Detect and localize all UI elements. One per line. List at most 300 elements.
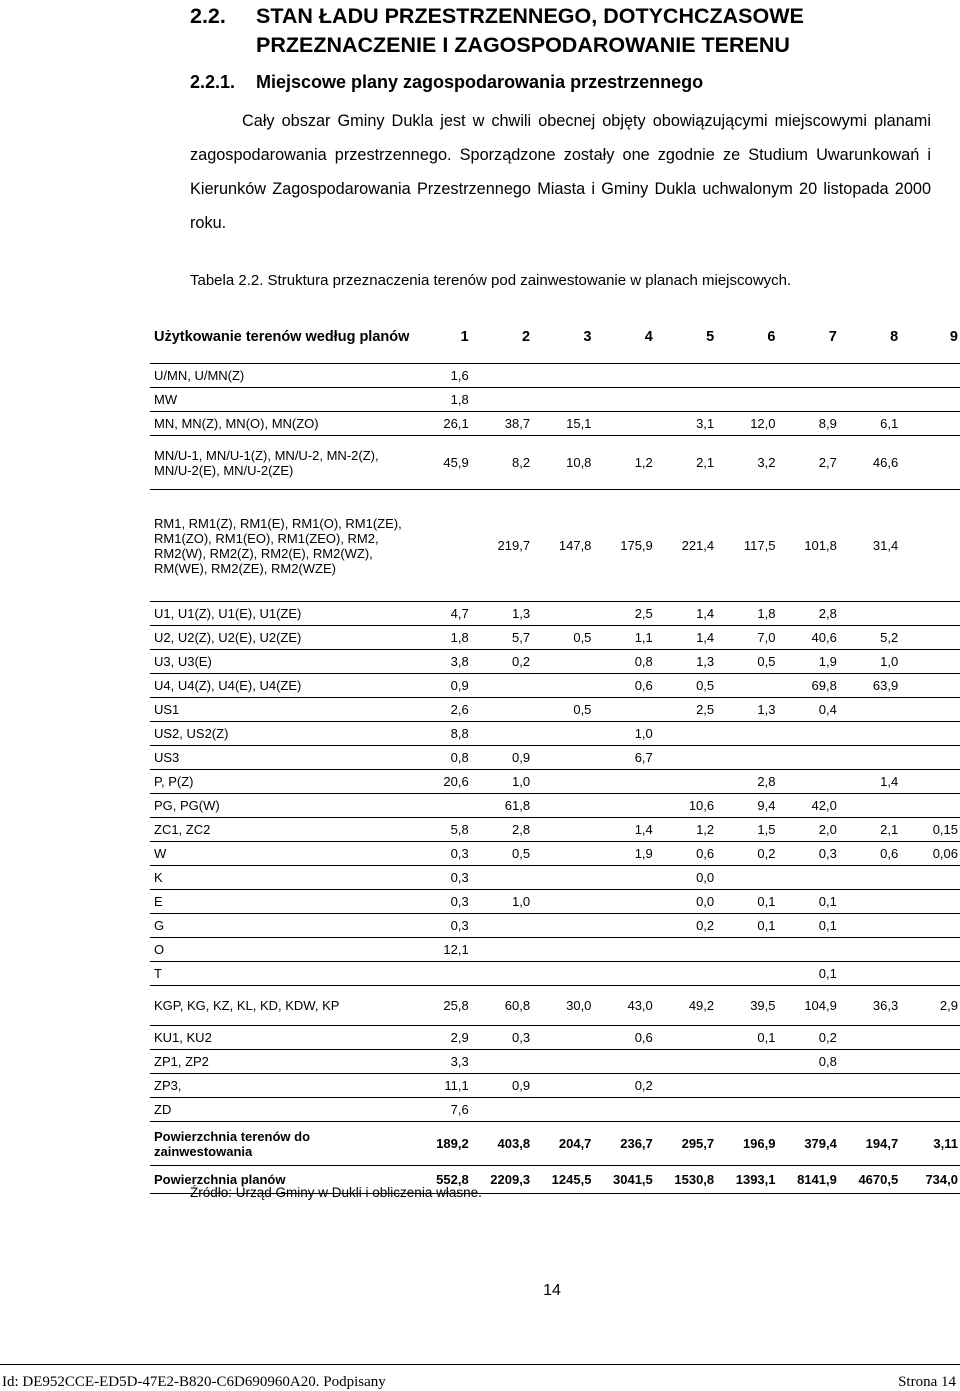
cell-value: 3,3 (409, 1050, 470, 1074)
cell-value: 221,4 (655, 490, 716, 602)
cell-value (532, 746, 593, 770)
cell-value: 3,1 (655, 412, 716, 436)
cell-value: 31,4 (839, 490, 900, 602)
cell-value: 2,6 (409, 698, 470, 722)
cell-value: 8,9 (778, 412, 839, 436)
section-title-line2: PRZEZNACZENIE I ZAGOSPODAROWANIE TERENU (256, 33, 790, 57)
cell-value: 26,1 (409, 412, 470, 436)
header-label: Użytkowanie terenów według planów (150, 311, 409, 364)
table-caption: Tabela 2.2. Struktura przeznaczenia terenów pod zainwestowanie w planach miejscowych. (190, 272, 792, 289)
cell-value (900, 794, 960, 818)
summary-value: 189,2 (409, 1122, 470, 1166)
cell-value: 10,6 (655, 794, 716, 818)
cell-value (593, 890, 654, 914)
cell-value: 0,3 (409, 890, 470, 914)
cell-value (471, 866, 532, 890)
cell-value: 3,2 (716, 436, 777, 490)
table-row (150, 794, 960, 818)
row-label: E (150, 890, 409, 914)
cell-value: 0,15 (900, 818, 960, 842)
cell-value: 1,9 (593, 842, 654, 866)
cell-value: 0,1 (716, 1026, 777, 1050)
cell-value (655, 388, 716, 412)
cell-value (900, 698, 960, 722)
row-label: KGP, KG, KZ, KL, KD, KDW, KP (150, 986, 409, 1026)
cell-value: 1,3 (716, 698, 777, 722)
cell-value (900, 650, 960, 674)
cell-value: 5,8 (409, 818, 470, 842)
cell-value (532, 818, 593, 842)
cell-value (593, 698, 654, 722)
cell-value: 117,5 (716, 490, 777, 602)
cell-value: 0,5 (471, 842, 532, 866)
cell-value: 0,6 (839, 842, 900, 866)
cell-value: 8,8 (409, 722, 470, 746)
cell-value (655, 770, 716, 794)
cell-value (900, 490, 960, 602)
cell-value: 5,2 (839, 626, 900, 650)
row-label: ZP1, ZP2 (150, 1050, 409, 1074)
cell-value (900, 746, 960, 770)
row-label: T (150, 962, 409, 986)
cell-value: 45,9 (409, 436, 470, 490)
cell-value: 1,0 (471, 890, 532, 914)
cell-value (839, 938, 900, 962)
cell-value (839, 1026, 900, 1050)
table-row (150, 650, 960, 674)
cell-value: 0,1 (716, 914, 777, 938)
summary-row (150, 1122, 960, 1166)
cell-value (593, 770, 654, 794)
row-label: KU1, KU2 (150, 1026, 409, 1050)
column-header: 4 (593, 311, 654, 364)
cell-value (471, 698, 532, 722)
cell-value (900, 866, 960, 890)
cell-value (716, 388, 777, 412)
cell-value: 0,1 (778, 962, 839, 986)
column-header: 5 (655, 311, 716, 364)
cell-value (471, 722, 532, 746)
table-row (150, 938, 960, 962)
row-label: MW (150, 388, 409, 412)
body-paragraph: Cały obszar Gminy Dukla jest w chwili obecnej objęty obowiązującymi miejscowymi planami zagospodarowania przestrzennego. Sporządzone zostały one zgodnie ze Studium Uwarunkowań i Kierunków Zagospodarowania Przestrzennego Miasta i Gminy Dukla uchwalonym 20 listopada 2000 roku. (190, 112, 931, 232)
cell-value: 0,3 (778, 842, 839, 866)
cell-value (900, 962, 960, 986)
cell-value: 1,6 (409, 364, 470, 388)
row-label: MN/U-1, MN/U-1(Z), MN/U-2, MN-2(Z), MN/U-2(E), MN/U-2(ZE) (150, 436, 409, 490)
column-header: 3 (532, 311, 593, 364)
cell-value (532, 770, 593, 794)
cell-value (716, 866, 777, 890)
cell-value: 11,1 (409, 1074, 470, 1098)
row-label: O (150, 938, 409, 962)
cell-value: 0,0 (655, 890, 716, 914)
cell-value: 1,8 (409, 388, 470, 412)
table-row (150, 914, 960, 938)
cell-value: 1,9 (778, 650, 839, 674)
summary-value: 403,8 (471, 1122, 532, 1166)
cell-value: 0,3 (409, 914, 470, 938)
cell-value (532, 962, 593, 986)
cell-value (655, 1026, 716, 1050)
table-row (150, 866, 960, 890)
cell-value (655, 1098, 716, 1122)
summary-value: 1393,1 (716, 1166, 777, 1194)
table-row (150, 364, 960, 388)
cell-value: 2,1 (839, 818, 900, 842)
cell-value: 12,0 (716, 412, 777, 436)
cell-value (532, 1098, 593, 1122)
cell-value: 0,8 (778, 1050, 839, 1074)
cell-value (716, 746, 777, 770)
cell-value: 49,2 (655, 986, 716, 1026)
cell-value (839, 746, 900, 770)
row-label: U2, U2(Z), U2(E), U2(ZE) (150, 626, 409, 650)
summary-value: 3,11 (900, 1122, 960, 1166)
cell-value (532, 364, 593, 388)
cell-value (900, 626, 960, 650)
cell-value: 0,4 (778, 698, 839, 722)
cell-value: 5,7 (471, 626, 532, 650)
row-label: P, P(Z) (150, 770, 409, 794)
footer-document-id: Id: DE952CCE-ED5D-47E2-B820-C6D690960A20. Podpisany (2, 1374, 386, 1390)
column-header: 2 (471, 311, 532, 364)
cell-value: 0,2 (716, 842, 777, 866)
table-row (150, 388, 960, 412)
cell-value (471, 674, 532, 698)
cell-value: 0,3 (409, 842, 470, 866)
row-label: PG, PG(W) (150, 794, 409, 818)
cell-value (655, 722, 716, 746)
cell-value (778, 770, 839, 794)
summary-value: 734,0 (900, 1166, 960, 1194)
cell-value (532, 1050, 593, 1074)
cell-value: 101,8 (778, 490, 839, 602)
table-row (150, 818, 960, 842)
summary-value: 194,7 (839, 1122, 900, 1166)
cell-value: 0,2 (471, 650, 532, 674)
column-header: 8 (839, 311, 900, 364)
cell-value: 63,9 (839, 674, 900, 698)
cell-value: 2,1 (655, 436, 716, 490)
cell-value (532, 914, 593, 938)
cell-value: 1,8 (716, 602, 777, 626)
row-label: MN, MN(Z), MN(O), MN(ZO) (150, 412, 409, 436)
cell-value: 2,9 (409, 1026, 470, 1050)
row-label: U1, U1(Z), U1(E), U1(ZE) (150, 602, 409, 626)
table-row (150, 1098, 960, 1122)
cell-value (900, 890, 960, 914)
cell-value (778, 746, 839, 770)
cell-value: 60,8 (471, 986, 532, 1026)
table-row (150, 770, 960, 794)
cell-value (900, 914, 960, 938)
cell-value (532, 722, 593, 746)
cell-value: 2,8 (471, 818, 532, 842)
cell-value (532, 1074, 593, 1098)
section-heading (190, 2, 930, 60)
cell-value: 0,6 (593, 1026, 654, 1050)
row-label: US3 (150, 746, 409, 770)
row-label: U3, U3(E) (150, 650, 409, 674)
summary-label: Powierzchnia planów (150, 1166, 409, 1194)
section-title-line1: STAN ŁADU PRZESTRZENNEGO, DOTYCHCZASOWE (256, 4, 804, 28)
cell-value: 6,1 (839, 412, 900, 436)
cell-value (900, 436, 960, 490)
cell-value: 0,2 (593, 1074, 654, 1098)
row-label: US2, US2(Z) (150, 722, 409, 746)
cell-value (900, 938, 960, 962)
cell-value: 0,9 (471, 746, 532, 770)
cell-value: 0,3 (409, 866, 470, 890)
cell-value: 1,0 (471, 770, 532, 794)
row-label: US1 (150, 698, 409, 722)
section-number: 2.2. (190, 4, 226, 28)
table-row (150, 962, 960, 986)
cell-value: 0,5 (532, 698, 593, 722)
table-row (150, 602, 960, 626)
cell-value (655, 962, 716, 986)
cell-value: 1,4 (655, 602, 716, 626)
row-label: ZD (150, 1098, 409, 1122)
table-row (150, 412, 960, 436)
footer-page-label: Strona 14 (898, 1374, 956, 1390)
cell-value (532, 842, 593, 866)
row-label: G (150, 914, 409, 938)
cell-value (655, 938, 716, 962)
cell-value (532, 794, 593, 818)
cell-value (593, 1098, 654, 1122)
subsection-heading (190, 70, 703, 94)
cell-value: 2,8 (716, 770, 777, 794)
cell-value (900, 722, 960, 746)
cell-value: 4,7 (409, 602, 470, 626)
cell-value (839, 364, 900, 388)
cell-value (409, 490, 470, 602)
cell-value: 12,1 (409, 938, 470, 962)
table-row (150, 842, 960, 866)
cell-value (778, 722, 839, 746)
cell-value: 61,8 (471, 794, 532, 818)
table-row (150, 746, 960, 770)
cell-value: 42,0 (778, 794, 839, 818)
summary-value: 379,4 (778, 1122, 839, 1166)
cell-value (900, 388, 960, 412)
table-row (150, 626, 960, 650)
cell-value: 0,6 (655, 842, 716, 866)
table-header-row (150, 311, 960, 364)
cell-value (471, 364, 532, 388)
table-row (150, 1074, 960, 1098)
cell-value (471, 962, 532, 986)
cell-value: 1,2 (593, 436, 654, 490)
cell-value: 0,2 (655, 914, 716, 938)
table-row (150, 436, 960, 490)
table-row (150, 698, 960, 722)
cell-value: 2,9 (900, 986, 960, 1026)
cell-value: 1,2 (655, 818, 716, 842)
cell-value: 0,9 (409, 674, 470, 698)
cell-value (409, 962, 470, 986)
table-body (150, 364, 960, 1194)
summary-value: 3041,5 (593, 1166, 654, 1194)
cell-value: 10,8 (532, 436, 593, 490)
cell-value (532, 674, 593, 698)
cell-value (593, 962, 654, 986)
cell-value (655, 1074, 716, 1098)
cell-value: 25,8 (409, 986, 470, 1026)
column-header: 7 (778, 311, 839, 364)
table-row (150, 1026, 960, 1050)
cell-value (655, 746, 716, 770)
cell-value: 219,7 (471, 490, 532, 602)
cell-value (839, 1050, 900, 1074)
cell-value (532, 866, 593, 890)
cell-value: 69,8 (778, 674, 839, 698)
cell-value: 8,2 (471, 436, 532, 490)
cell-value (593, 866, 654, 890)
cell-value (716, 674, 777, 698)
summary-value: 2209,3 (471, 1166, 532, 1194)
cell-value (532, 650, 593, 674)
cell-value: 147,8 (532, 490, 593, 602)
summary-value: 8141,9 (778, 1166, 839, 1194)
table-row (150, 722, 960, 746)
cell-value: 0,0 (655, 866, 716, 890)
cell-value: 0,1 (778, 890, 839, 914)
column-header: 9 (900, 311, 960, 364)
row-label: ZP3, (150, 1074, 409, 1098)
cell-value (593, 914, 654, 938)
cell-value (778, 938, 839, 962)
cell-value: 3,8 (409, 650, 470, 674)
cell-value (839, 698, 900, 722)
cell-value: 46,6 (839, 436, 900, 490)
cell-value (839, 866, 900, 890)
land-use-table (150, 311, 960, 1194)
cell-value: 0,5 (716, 650, 777, 674)
summary-value: 552,8 (409, 1166, 470, 1194)
cell-value (409, 794, 470, 818)
cell-value (655, 1050, 716, 1074)
cell-value (655, 364, 716, 388)
row-label: K (150, 866, 409, 890)
row-label: RM1, RM1(Z), RM1(E), RM1(O), RM1(ZE), RM1(ZO), RM1(EO), RM1(ZEO), RM2, RM2(W), RM2(Z), RM2(E), RM2(WZ), RM(WE), RM2(ZE), RM2(WZE) (150, 490, 409, 602)
cell-value (900, 674, 960, 698)
cell-value (900, 1026, 960, 1050)
cell-value (900, 1074, 960, 1098)
cell-value (716, 364, 777, 388)
cell-value: 0,2 (778, 1026, 839, 1050)
cell-value (839, 794, 900, 818)
cell-value (593, 412, 654, 436)
cell-value: 0,06 (900, 842, 960, 866)
cell-value (716, 722, 777, 746)
cell-value (839, 388, 900, 412)
cell-value (900, 412, 960, 436)
cell-value: 0,8 (409, 746, 470, 770)
cell-value: 36,3 (839, 986, 900, 1026)
cell-value (593, 938, 654, 962)
cell-value: 1,4 (655, 626, 716, 650)
cell-value: 1,1 (593, 626, 654, 650)
cell-value: 1,3 (471, 602, 532, 626)
cell-value: 1,0 (593, 722, 654, 746)
cell-value: 38,7 (471, 412, 532, 436)
cell-value: 9,4 (716, 794, 777, 818)
table-row (150, 1050, 960, 1074)
cell-value (839, 602, 900, 626)
cell-value: 7,6 (409, 1098, 470, 1122)
row-label: ZC1, ZC2 (150, 818, 409, 842)
summary-value: 204,7 (532, 1122, 593, 1166)
cell-value: 2,8 (778, 602, 839, 626)
cell-value: 15,1 (532, 412, 593, 436)
table-row (150, 890, 960, 914)
row-label: U4, U4(Z), U4(E), U4(ZE) (150, 674, 409, 698)
cell-value (778, 866, 839, 890)
cell-value: 2,7 (778, 436, 839, 490)
cell-value: 0,1 (716, 890, 777, 914)
summary-value: 196,9 (716, 1122, 777, 1166)
subsection-number: 2.2.1. (190, 72, 236, 92)
cell-value (593, 388, 654, 412)
cell-value (900, 1050, 960, 1074)
cell-value (778, 364, 839, 388)
row-label: U/MN, U/MN(Z) (150, 364, 409, 388)
cell-value (593, 794, 654, 818)
cell-value (900, 364, 960, 388)
cell-value (532, 388, 593, 412)
summary-value: 1530,8 (655, 1166, 716, 1194)
cell-value (839, 914, 900, 938)
table-row (150, 986, 960, 1026)
cell-value: 2,0 (778, 818, 839, 842)
cell-value (532, 602, 593, 626)
cell-value: 7,0 (716, 626, 777, 650)
column-header: 1 (409, 311, 470, 364)
cell-value (716, 1098, 777, 1122)
cell-value (778, 1098, 839, 1122)
cell-value (716, 1074, 777, 1098)
cell-value (471, 1098, 532, 1122)
cell-value: 40,6 (778, 626, 839, 650)
cell-value (471, 1050, 532, 1074)
column-header: 6 (716, 311, 777, 364)
cell-value: 1,4 (593, 818, 654, 842)
cell-value: 20,6 (409, 770, 470, 794)
cell-value (778, 388, 839, 412)
cell-value (900, 770, 960, 794)
summary-value: 1245,5 (532, 1166, 593, 1194)
cell-value: 1,5 (716, 818, 777, 842)
source-note: Źródło: Urząd Gminy w Dukli i obliczenia własne. (190, 1185, 482, 1200)
cell-value (532, 938, 593, 962)
row-label: W (150, 842, 409, 866)
summary-value: 236,7 (593, 1122, 654, 1166)
cell-value (716, 938, 777, 962)
cell-value (532, 890, 593, 914)
cell-value: 0,8 (593, 650, 654, 674)
cell-value: 30,0 (532, 986, 593, 1026)
cell-value (839, 1074, 900, 1098)
cell-value (593, 1050, 654, 1074)
cell-value: 43,0 (593, 986, 654, 1026)
summary-value: 4670,5 (839, 1166, 900, 1194)
cell-value: 2,5 (655, 698, 716, 722)
cell-value (778, 1074, 839, 1098)
cell-value (900, 602, 960, 626)
